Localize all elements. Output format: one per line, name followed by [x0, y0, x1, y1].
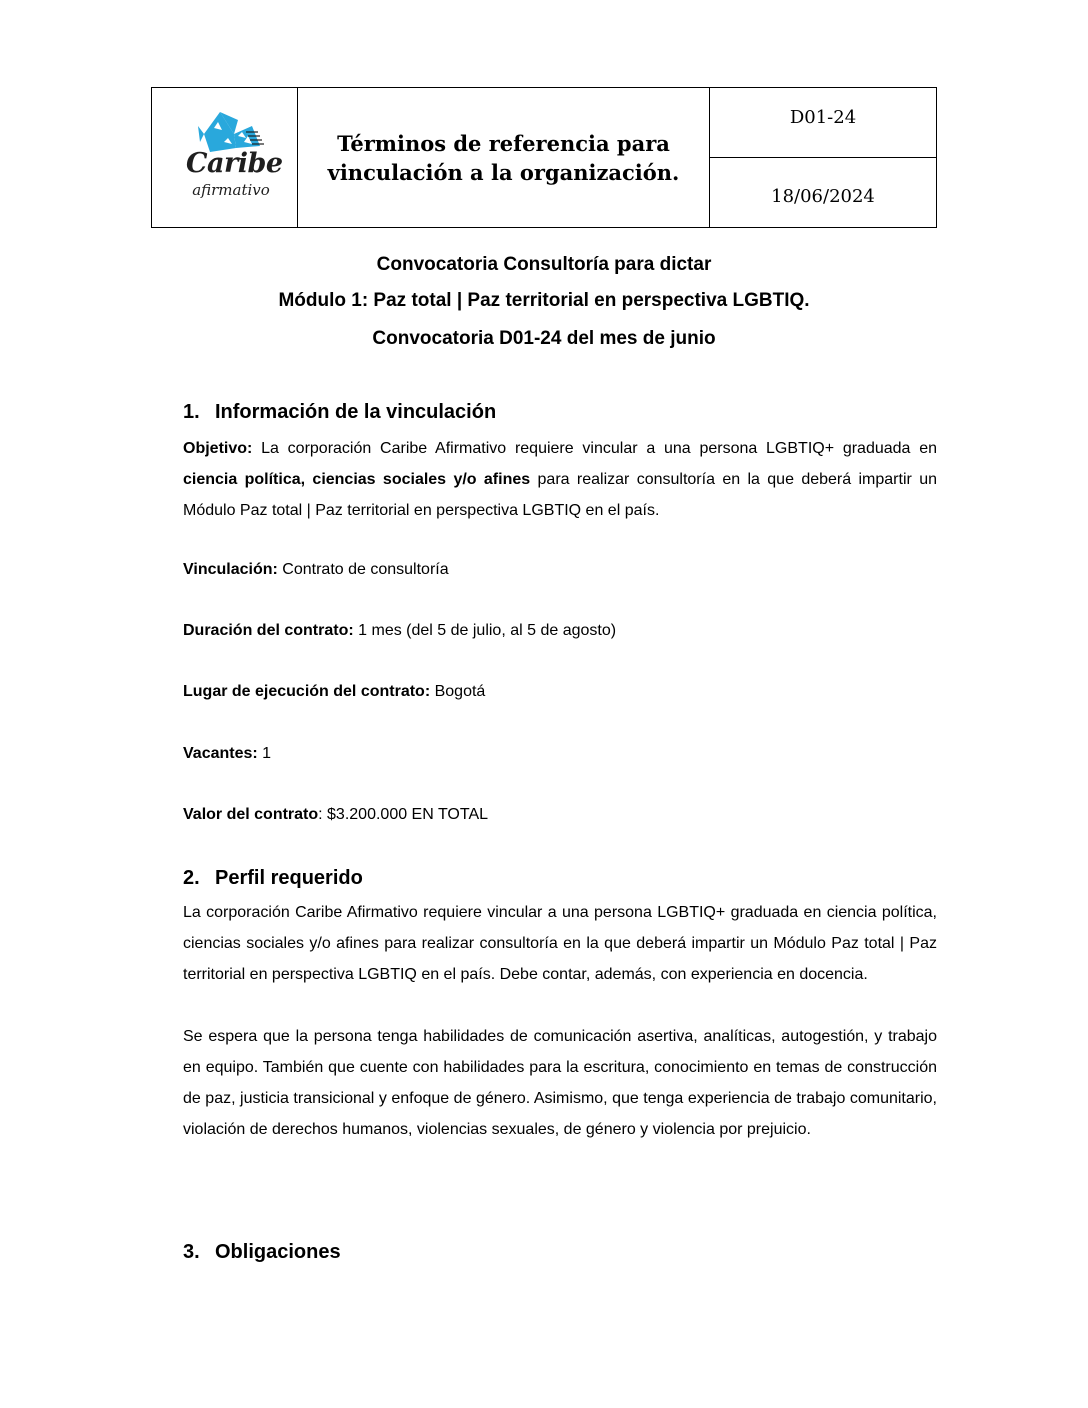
lugar-label: Lugar de ejecución del contrato: — [183, 683, 431, 700]
section-number: 2. — [183, 867, 200, 889]
vinculacion-label: Vinculación: — [183, 561, 278, 578]
section-number: 1. — [183, 401, 200, 423]
convocatoria-title: Convocatoria Consultoría para dictar — [376, 254, 712, 275]
valor-label: Valor del contrato — [183, 806, 319, 823]
valor-value: : $3.200.000 EN TOTAL — [318, 806, 489, 823]
document-title: Términos de referencia para vinculación a la organización. — [298, 88, 710, 227]
lugar-line — [183, 683, 485, 701]
section-1-heading — [183, 401, 496, 424]
convocatoria-code-title: Convocatoria D01-24 del mes de junio — [372, 328, 716, 349]
vacantes-value: 1 — [262, 745, 272, 762]
header-table — [151, 87, 937, 228]
lugar-value: Bogotá — [434, 683, 486, 700]
objetivo-text-b: para realizar consultoría en la que deberá impartir un Módulo Paz total | Paz territorial en perspectiva LGBTIQ en el país. — [183, 471, 937, 519]
section-title: Obligaciones — [215, 1241, 341, 1263]
logo-text-caribe: Caribe — [186, 148, 283, 179]
module-title: Módulo 1: Paz total | Paz territorial en perspectiva LGBTIQ. — [278, 290, 810, 311]
perfil-paragraph-1: La corporación Caribe Afirmativo requiere vincular a una persona LGBTIQ+ graduada en ciencia política, ciencias sociales y/o afines para realizar consultoría en la que deberá impartir un Módulo Paz total | Paz territorial en perspectiva LGBTIQ en el país. Debe contar, además, con experiencia en docencia. — [183, 904, 937, 983]
section-3-heading — [183, 1241, 341, 1264]
objetivo-bold: ciencia política, ciencias sociales y/o afines — [183, 471, 531, 488]
duracion-label: Duración del contrato: — [183, 622, 354, 639]
vinculacion-value: Contrato de consultoría — [282, 561, 449, 578]
duracion-line — [183, 622, 616, 640]
section-title: Información de la vinculación — [215, 401, 497, 423]
perfil-paragraph-2: Se espera que la persona tenga habilidades de comunicación asertiva, analíticas, autogestión, y trabajo en equipo. También que cuente con habilidades para la escritura, conocimiento en temas de construcción de paz, justicia transicional y enfoque de género. Asimismo, que tenga experiencia de trabajo comunitario, violación de derechos humanos, violencias sexuales, de género y violencia por prejuicio. — [183, 1028, 937, 1138]
document-code: D01-24 — [710, 88, 936, 158]
vacantes-line — [183, 745, 271, 763]
valor-line — [183, 806, 488, 824]
section-number: 3. — [183, 1241, 200, 1263]
vacantes-label: Vacantes: — [183, 745, 258, 762]
objetivo-label: Objetivo: — [183, 440, 253, 457]
objetivo-text-a: La corporación Caribe Afirmativo requiere vincular a una persona LGBTIQ+ graduada en — [261, 440, 937, 457]
section-2-heading — [183, 867, 363, 890]
vinculacion-line — [183, 561, 449, 579]
logo-text-afirmativo: afirmativo — [192, 181, 270, 199]
objetivo-paragraph — [183, 433, 937, 526]
document-date: 18/06/2024 — [771, 186, 875, 207]
logo-cell — [152, 88, 298, 227]
section-title: Perfil requerido — [215, 867, 363, 889]
duracion-value: 1 mes (del 5 de julio, al 5 de agosto) — [358, 622, 617, 639]
